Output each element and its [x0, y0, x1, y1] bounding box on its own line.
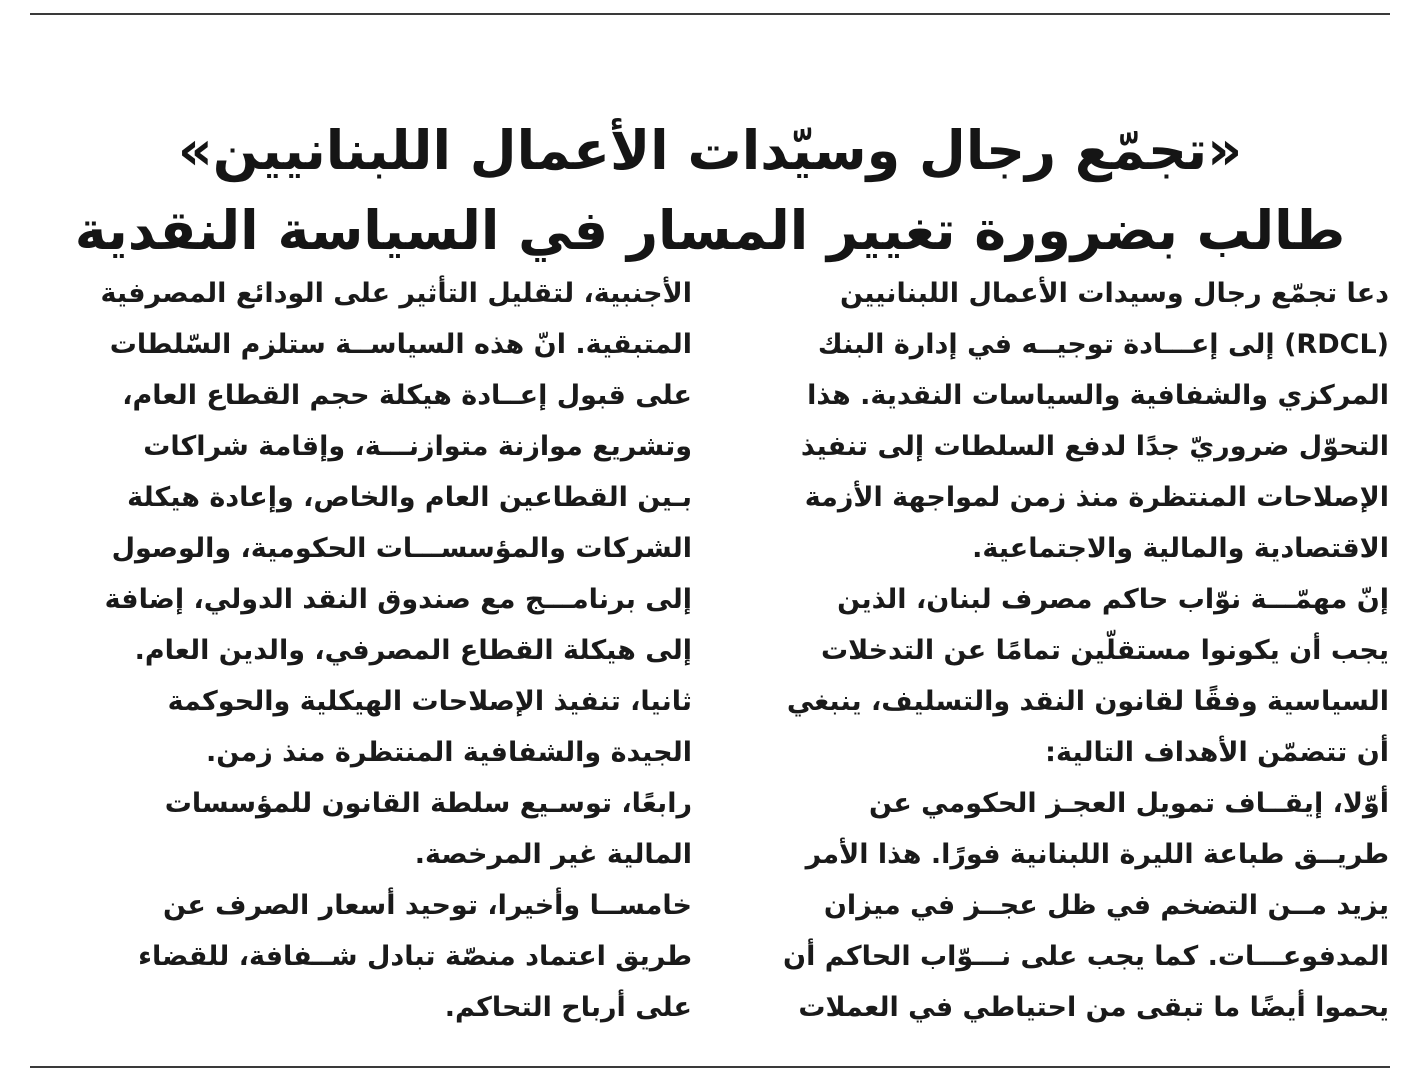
text-line: على أرباح التحاكم. — [444, 992, 692, 1023]
text-line: الجيدة والشفافية المنتظرة منذ زمن. — [205, 737, 692, 768]
text-line: الإصلاحات المنتظرة منذ زمن لمواجهة الأزمة — [804, 482, 1389, 513]
text-line: إنّ مهمّـــة نوّاب حاكم مصرف لبنان، الذين — [837, 584, 1389, 615]
text-line: الأجنبية، لتقليل التأثير على الودائع المصرفية — [100, 278, 692, 309]
text-line: يزيد مــن التضخم في ظل عجــز في ميزان — [823, 890, 1389, 921]
text-line: الاقتصادية والمالية والاجتماعية. — [972, 533, 1389, 564]
text-line: بـين القطاعين العام والخاص، وإعادة هيكلة — [127, 482, 692, 513]
text-line: يجب أن يكونوا مستقلّين تمامًا عن التدخلات — [820, 635, 1389, 666]
text-line: يحموا أيضًا ما تبقى من احتياطي في العملات — [798, 992, 1389, 1023]
text-line: رابعًا، توسـيع سلطة القانون للمؤسسات — [164, 788, 692, 819]
text-line: أوّلا، إيقــاف تمويل العجـز الحكومي عن — [869, 788, 1389, 819]
text-line: دعا تجمّع رجال وسيدات الأعمال اللبنانيين — [839, 278, 1389, 309]
text-line: على قبول إعــادة هيكلة حجم القطاع العام، — [122, 380, 692, 411]
text-line: المدفوعـــات. كما يجب على نـــوّاب الحاكم أن — [783, 941, 1389, 972]
bottom-rule — [30, 1066, 1390, 1068]
text-line: الشركات والمؤسســـات الحكومية، والوصول — [111, 533, 692, 564]
text-line: خامســا وأخيرا، توحيد أسعار الصرف عن — [163, 890, 692, 921]
text-line: السياسية وفقًا لقانون النقد والتسليف، ينبغي — [786, 686, 1389, 717]
text-line: (RDCL) إلى إعـــادة توجيــه في إدارة البنك — [817, 329, 1389, 360]
article-column-right — [729, 268, 1389, 1033]
text-line: التحوّل ضروريّ جدًا لدفع السلطات إلى تنفيذ — [800, 431, 1389, 462]
text-line: إلى هيكلة القطاع المصرفي، والدين العام. — [134, 635, 692, 666]
text-line: أن تتضمّن الأهداف التالية: — [1045, 737, 1389, 768]
text-line: المالية غير المرخصة. — [414, 839, 692, 870]
text-line: المتبقية. انّ هذه السياســة ستلزم السّلطات — [109, 329, 692, 360]
text-line: إلى برنامـــج مع صندوق النقد الدولي، إضافة — [104, 584, 692, 615]
text-line: طريق اعتماد منصّة تبادل شــفافة، للقضاء — [138, 941, 692, 972]
headline-line-2: طالب بضرورة تغيير المسار في السياسة النقدية — [74, 199, 1346, 263]
text-line: وتشريع موازنة متوازنـــة، وإقامة شراكات — [143, 431, 692, 462]
text-line: ثانيا، تنفيذ الإصلاحات الهيكلية والحوكمة — [167, 686, 692, 717]
headline — [60, 111, 1360, 271]
top-rule — [30, 13, 1390, 15]
text-line: المركزي والشفافية والسياسات النقدية. هذا — [807, 380, 1389, 411]
article-column-left — [32, 268, 692, 1033]
text-line: طريــق طباعة الليرة اللبنانية فورًا. هذا الأمر — [805, 839, 1389, 870]
headline-line-1: «تجمّع رجال وسيّدات الأعمال اللبنانيين» — [177, 119, 1243, 183]
